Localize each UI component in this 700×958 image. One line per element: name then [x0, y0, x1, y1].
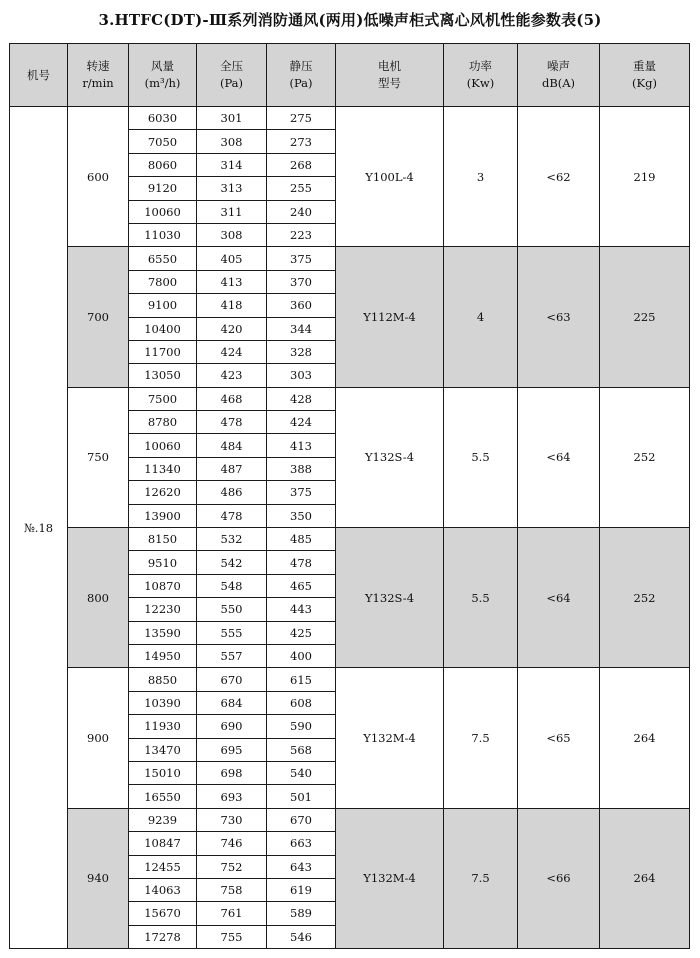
total-pressure-cell: 670 — [197, 668, 267, 691]
noise-cell: <62 — [518, 107, 600, 247]
header-weight: 重量 (Kg) — [600, 44, 690, 107]
static-pressure-cell: 428 — [267, 387, 336, 410]
total-pressure-cell: 690 — [197, 715, 267, 738]
static-pressure-cell: 590 — [267, 715, 336, 738]
static-pressure-cell: 303 — [267, 364, 336, 387]
flow-cell: 8780 — [129, 411, 197, 434]
flow-cell: 13590 — [129, 621, 197, 644]
noise-cell: <65 — [518, 668, 600, 808]
flow-cell: 13900 — [129, 504, 197, 527]
motor-cell: Y112M-4 — [336, 247, 444, 387]
flow-cell: 14950 — [129, 644, 197, 667]
table-row — [10, 808, 690, 831]
power-cell: 7.5 — [444, 668, 518, 808]
static-pressure-cell: 273 — [267, 130, 336, 153]
total-pressure-cell: 424 — [197, 340, 267, 363]
speed-cell: 940 — [68, 808, 129, 948]
flow-cell: 12230 — [129, 598, 197, 621]
static-pressure-cell: 663 — [267, 832, 336, 855]
total-pressure-cell: 486 — [197, 481, 267, 504]
static-pressure-cell: 540 — [267, 761, 336, 784]
flow-cell: 12455 — [129, 855, 197, 878]
flow-cell: 8150 — [129, 528, 197, 551]
static-pressure-cell: 255 — [267, 177, 336, 200]
total-pressure-cell: 730 — [197, 808, 267, 831]
flow-cell: 11700 — [129, 340, 197, 363]
total-pressure-cell: 314 — [197, 153, 267, 176]
total-pressure-cell: 484 — [197, 434, 267, 457]
header-flow: 风量 (m³/h) — [129, 44, 197, 107]
motor-cell: Y132M-4 — [336, 668, 444, 808]
static-pressure-cell: 275 — [267, 107, 336, 130]
static-pressure-cell: 328 — [267, 340, 336, 363]
static-pressure-cell: 375 — [267, 481, 336, 504]
static-pressure-cell: 485 — [267, 528, 336, 551]
total-pressure-cell: 308 — [197, 223, 267, 246]
total-pressure-cell: 693 — [197, 785, 267, 808]
total-pressure-cell: 542 — [197, 551, 267, 574]
flow-cell: 10870 — [129, 574, 197, 597]
speed-cell: 700 — [68, 247, 129, 387]
static-pressure-cell: 344 — [267, 317, 336, 340]
static-pressure-cell: 350 — [267, 504, 336, 527]
motor-cell: Y132S-4 — [336, 528, 444, 668]
weight-cell: 225 — [600, 247, 690, 387]
power-cell: 7.5 — [444, 808, 518, 948]
static-pressure-cell: 370 — [267, 270, 336, 293]
static-pressure-cell: 240 — [267, 200, 336, 223]
total-pressure-cell: 532 — [197, 528, 267, 551]
total-pressure-cell: 405 — [197, 247, 267, 270]
total-pressure-cell: 413 — [197, 270, 267, 293]
power-cell: 4 — [444, 247, 518, 387]
flow-cell: 6030 — [129, 107, 197, 130]
static-pressure-cell: 501 — [267, 785, 336, 808]
flow-cell: 9100 — [129, 294, 197, 317]
static-pressure-cell: 589 — [267, 902, 336, 925]
speed-cell: 900 — [68, 668, 129, 808]
header-static-pressure: 静压 (Pa) — [267, 44, 336, 107]
flow-cell: 8060 — [129, 153, 197, 176]
total-pressure-cell: 308 — [197, 130, 267, 153]
static-pressure-cell: 223 — [267, 223, 336, 246]
static-pressure-cell: 388 — [267, 457, 336, 480]
power-cell: 5.5 — [444, 528, 518, 668]
static-pressure-cell: 268 — [267, 153, 336, 176]
header-power: 功率 (Kw) — [444, 44, 518, 107]
static-pressure-cell: 478 — [267, 551, 336, 574]
header-speed: 转速 r/min — [68, 44, 129, 107]
static-pressure-cell: 568 — [267, 738, 336, 761]
static-pressure-cell: 670 — [267, 808, 336, 831]
table-row — [10, 387, 690, 410]
static-pressure-cell: 424 — [267, 411, 336, 434]
total-pressure-cell: 311 — [197, 200, 267, 223]
speed-cell: 750 — [68, 387, 129, 527]
total-pressure-cell: 313 — [197, 177, 267, 200]
static-pressure-cell: 360 — [267, 294, 336, 317]
table-row — [10, 668, 690, 691]
header-model: 机号 — [10, 44, 68, 107]
total-pressure-cell: 550 — [197, 598, 267, 621]
flow-cell: 17278 — [129, 925, 197, 948]
page-title: 3.HTFC(DT)-Ⅲ系列消防通风(两用)低噪声柜式离心风机性能参数表(5) — [98, 11, 602, 29]
total-pressure-cell: 761 — [197, 902, 267, 925]
total-pressure-cell: 752 — [197, 855, 267, 878]
power-cell: 5.5 — [444, 387, 518, 527]
flow-cell: 10400 — [129, 317, 197, 340]
flow-cell: 9239 — [129, 808, 197, 831]
flow-cell: 11030 — [129, 223, 197, 246]
static-pressure-cell: 375 — [267, 247, 336, 270]
flow-cell: 11930 — [129, 715, 197, 738]
total-pressure-cell: 557 — [197, 644, 267, 667]
weight-cell: 252 — [600, 387, 690, 527]
power-cell: 3 — [444, 107, 518, 247]
flow-cell: 14063 — [129, 878, 197, 901]
total-pressure-cell: 487 — [197, 457, 267, 480]
motor-cell: Y100L-4 — [336, 107, 444, 247]
model-number-cell: №.18 — [10, 107, 68, 949]
motor-cell: Y132S-4 — [336, 387, 444, 527]
flow-cell: 10060 — [129, 200, 197, 223]
noise-cell: <64 — [518, 387, 600, 527]
header-motor: 电机 型号 — [336, 44, 444, 107]
flow-cell: 6550 — [129, 247, 197, 270]
total-pressure-cell: 698 — [197, 761, 267, 784]
static-pressure-cell: 608 — [267, 691, 336, 714]
flow-cell: 7500 — [129, 387, 197, 410]
total-pressure-cell: 468 — [197, 387, 267, 410]
total-pressure-cell: 684 — [197, 691, 267, 714]
total-pressure-cell: 746 — [197, 832, 267, 855]
noise-cell: <63 — [518, 247, 600, 387]
total-pressure-cell: 478 — [197, 504, 267, 527]
static-pressure-cell: 443 — [267, 598, 336, 621]
flow-cell: 16550 — [129, 785, 197, 808]
table-row — [10, 247, 690, 270]
total-pressure-cell: 420 — [197, 317, 267, 340]
motor-cell: Y132M-4 — [336, 808, 444, 948]
flow-cell: 10390 — [129, 691, 197, 714]
total-pressure-cell: 301 — [197, 107, 267, 130]
flow-cell: 7050 — [129, 130, 197, 153]
total-pressure-cell: 695 — [197, 738, 267, 761]
speed-cell: 600 — [68, 107, 129, 247]
total-pressure-cell: 758 — [197, 878, 267, 901]
noise-cell: <64 — [518, 528, 600, 668]
flow-cell: 10060 — [129, 434, 197, 457]
weight-cell: 219 — [600, 107, 690, 247]
flow-cell: 8850 — [129, 668, 197, 691]
total-pressure-cell: 555 — [197, 621, 267, 644]
total-pressure-cell: 418 — [197, 294, 267, 317]
total-pressure-cell: 423 — [197, 364, 267, 387]
static-pressure-cell: 619 — [267, 878, 336, 901]
weight-cell: 252 — [600, 528, 690, 668]
table-row — [10, 107, 690, 130]
static-pressure-cell: 615 — [267, 668, 336, 691]
noise-cell: <66 — [518, 808, 600, 948]
header-total-pressure: 全压 (Pa) — [197, 44, 267, 107]
header-row — [10, 44, 690, 107]
table-body — [10, 107, 690, 949]
flow-cell: 15670 — [129, 902, 197, 925]
flow-cell: 13470 — [129, 738, 197, 761]
speed-cell: 800 — [68, 528, 129, 668]
static-pressure-cell: 546 — [267, 925, 336, 948]
flow-cell: 12620 — [129, 481, 197, 504]
total-pressure-cell: 478 — [197, 411, 267, 434]
performance-table — [9, 43, 690, 949]
static-pressure-cell: 400 — [267, 644, 336, 667]
weight-cell: 264 — [600, 668, 690, 808]
flow-cell: 7800 — [129, 270, 197, 293]
static-pressure-cell: 425 — [267, 621, 336, 644]
total-pressure-cell: 755 — [197, 925, 267, 948]
total-pressure-cell: 548 — [197, 574, 267, 597]
static-pressure-cell: 413 — [267, 434, 336, 457]
flow-cell: 15010 — [129, 761, 197, 784]
weight-cell: 264 — [600, 808, 690, 948]
flow-cell: 13050 — [129, 364, 197, 387]
table-row — [10, 528, 690, 551]
static-pressure-cell: 643 — [267, 855, 336, 878]
header-noise: 噪声 dB(A) — [518, 44, 600, 107]
flow-cell: 9510 — [129, 551, 197, 574]
flow-cell: 10847 — [129, 832, 197, 855]
flow-cell: 11340 — [129, 457, 197, 480]
static-pressure-cell: 465 — [267, 574, 336, 597]
flow-cell: 9120 — [129, 177, 197, 200]
